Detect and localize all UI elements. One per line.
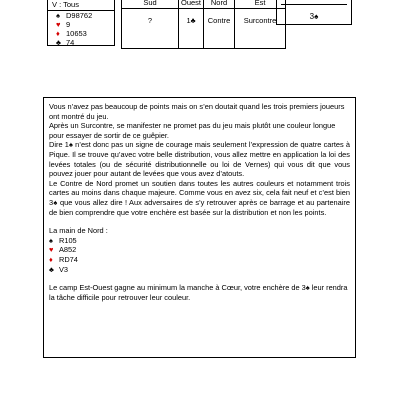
hand-row-hearts xyxy=(48,20,114,29)
hand-cards: 10653 xyxy=(66,29,87,38)
north-cards: A852 xyxy=(59,245,77,255)
bid-nord: Contre xyxy=(204,9,235,49)
paragraph: Après un Surcontre, se manifester ne promet pas du jeu mais plutôt une couleur longue pour essayer de sortir de ce guêpier. xyxy=(49,121,336,140)
heart-icon: ♥ xyxy=(56,20,61,29)
hand-title: V : Tous xyxy=(48,0,114,11)
spade-icon: ♠ xyxy=(56,11,60,20)
commentary-box xyxy=(43,97,356,358)
bid-sud: ? xyxy=(122,9,179,49)
hand-cards: D98762 xyxy=(66,11,93,20)
north-row-hearts xyxy=(49,245,350,255)
hand-cards: 9 xyxy=(66,20,71,29)
bidding-header-row xyxy=(122,0,286,9)
north-row-diamonds xyxy=(49,255,350,265)
club-icon: ♣ xyxy=(49,264,54,274)
paragraph: Vous n’avez pas beaucoup de points mais on s’en doutait quand les trois premiers joueurs ont montré du jeu. xyxy=(49,102,345,121)
hand-diagram xyxy=(47,0,115,46)
bid-est: Surcontre xyxy=(235,9,286,49)
diamond-icon: ♦ xyxy=(56,29,60,38)
heart-icon: ♥ xyxy=(49,245,54,255)
paragraph: Le Contre de Nord promet un soutien dans toutes les autres couleurs et notamment trois cartes au moins dans chaque majeure. Comme vous en avez six, cela fait neuf et c’est bien 3♠ que vous allez dire ! Aux adversaires de s’y retrouver après ce barrage et au partenaire de bien comprendre que votre enchère est basée sur la distribution et non les points. xyxy=(49,178,350,217)
bidding-table xyxy=(121,0,286,49)
bidding-row xyxy=(122,9,286,49)
header-ouest: Ouest xyxy=(179,0,204,9)
header-sud: Sud xyxy=(122,0,179,9)
north-row-spades xyxy=(49,236,350,246)
north-hand-title: La main de Nord : xyxy=(49,226,108,236)
spacer xyxy=(49,274,350,283)
north-row-clubs xyxy=(49,265,350,275)
bid-ouest: 1♣ xyxy=(179,9,204,49)
club-icon: ♣ xyxy=(56,38,61,47)
north-cards: R105 xyxy=(59,235,77,245)
hand-row-diamonds xyxy=(48,29,114,38)
north-cards: RD74 xyxy=(59,254,78,264)
north-cards: V3 xyxy=(59,264,69,274)
answer-bid: 3♠ xyxy=(309,12,319,21)
diamond-icon: ♦ xyxy=(49,254,53,264)
spacer xyxy=(49,217,350,226)
hand-row-spades xyxy=(48,11,114,20)
spade-icon: ♠ xyxy=(49,235,53,245)
header-est: Est xyxy=(235,0,286,9)
answer-box xyxy=(276,0,352,25)
hand-cards: 74 xyxy=(66,38,75,47)
divider xyxy=(281,4,347,5)
paragraph: Le camp Est-Ouest gagne au minimum la manche à Cœur, votre enchère de 3♠ leur rendra la tâche difficile pour retrouver leur couleur. xyxy=(49,283,348,302)
paragraph: Dire 1♠ n’est donc pas un signe de courage mais seulement l’expression de quatre cartes à Pique. Il se trouve qu’avec votre belle distribution, vous allez mettre en application la loi des levées totales (ou de sécurité distributionnelle ou loi de Vernes) qui vous dit que vous pouvez jouer pour autant de levées que vous avez d’atouts. xyxy=(49,140,350,179)
hand-row-clubs xyxy=(48,38,114,47)
header-nord: Nord xyxy=(204,0,235,9)
